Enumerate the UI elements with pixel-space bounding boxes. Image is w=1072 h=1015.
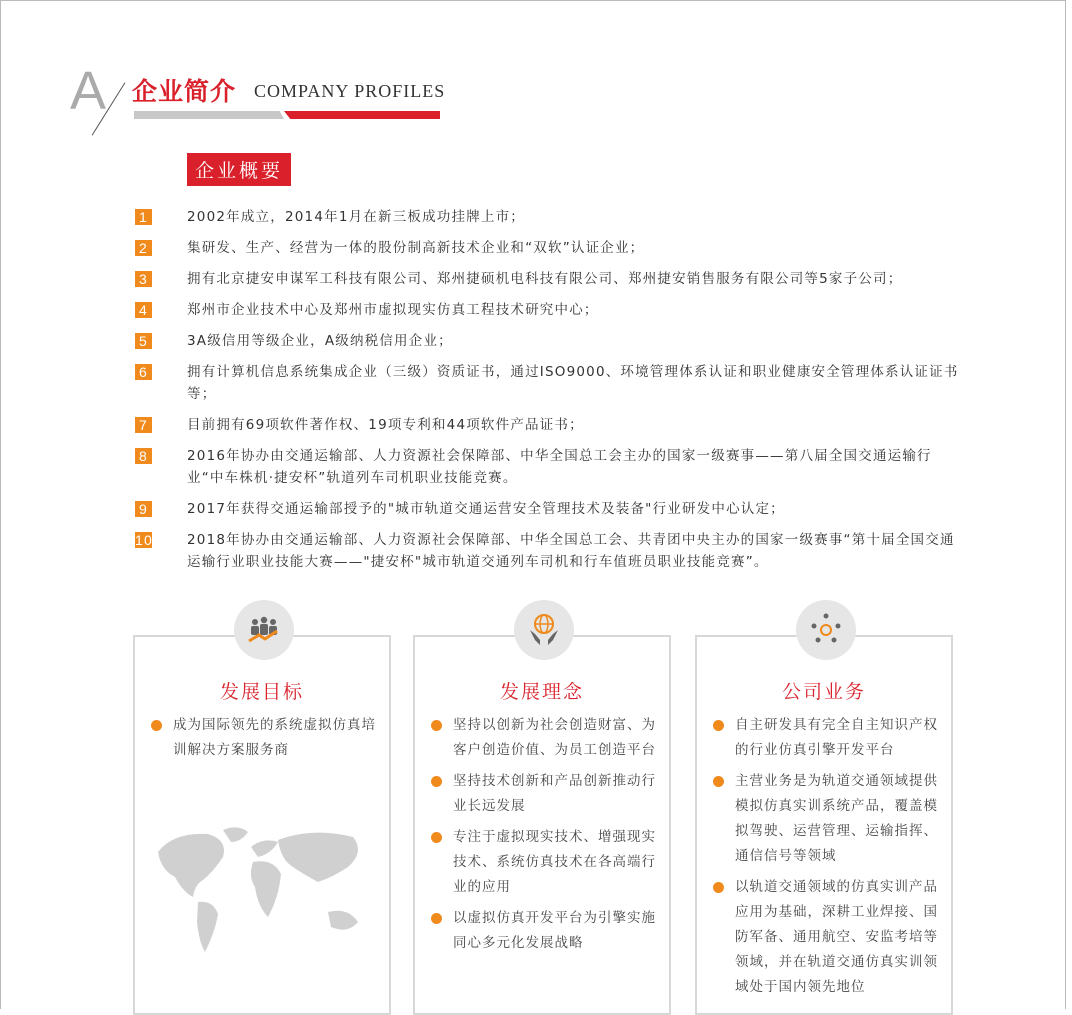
item-text: 拥有北京捷安申谋军工科技有限公司、郑州捷硕机电科技有限公司、郑州捷安销售服务有限公司等5家子公司；: [187, 271, 903, 287]
item-text: 郑州市企业技术中心及郑州市虚拟现实仿真工程技术研究中心；: [187, 302, 599, 318]
item-text: 2002年成立，2014年1月在新三板成功挂牌上市；: [187, 209, 526, 225]
item-text: 2017年获得交通运输部授予的"城市轨道交通运营安全管理技术及装备"行业研发中心认定；: [187, 501, 785, 517]
number-badge: 2: [135, 240, 152, 256]
bullet-dot-icon: [713, 776, 724, 787]
number-badge: 4: [135, 302, 152, 318]
list-item: [135, 498, 965, 520]
card-business: [695, 635, 953, 1015]
number-badge: 6: [135, 364, 152, 380]
bullet-item: [709, 875, 941, 1000]
team-growth-icon: [234, 600, 294, 660]
bullet-text: 以虚拟仿真开发平台为引擎实施同心多元化发展战略: [453, 910, 656, 951]
list-item: [135, 299, 965, 321]
item-text: 目前拥有69项软件著作权、19项专利和44项软件产品证书；: [187, 417, 584, 433]
number-badge: 9: [135, 501, 152, 517]
item-text: 2018年协办由交通运输部、人力资源社会保障部、中华全国总工会、共青团中央主办的国家一级赛事“第十届全国交通运输行业职业技能大赛——"捷安杯"城市轨道交通列车司机和行车值班员职业技能竞赛”。: [187, 532, 955, 570]
card-title: 发展理念: [499, 681, 584, 703]
card-bullets: [147, 713, 379, 769]
bullet-item: [147, 713, 379, 763]
number-badge: 3: [135, 271, 152, 287]
number-badge: 5: [135, 333, 152, 349]
list-item: [135, 206, 965, 228]
list-item: [135, 361, 965, 405]
bullet-text: 专注于虚拟现实技术、增强现实技术、系统仿真技术在各高端行业的应用: [453, 829, 656, 895]
list-item: [135, 330, 965, 352]
list-item: [135, 445, 965, 489]
bullet-dot-icon: [713, 882, 724, 893]
subsection-title: 企业概要: [187, 153, 291, 186]
bullet-item: [427, 825, 659, 900]
bullet-text: 坚持技术创新和产品创新推动行业长远发展: [453, 773, 656, 814]
list-item: [135, 237, 965, 259]
card-title: 公司业务: [781, 681, 866, 703]
item-text: 拥有计算机信息系统集成企业（三级）资质证书，通过ISO9000、环境管理体系认证和职业健康安全管理体系认证证书等；: [187, 364, 959, 402]
bullet-item: [709, 713, 941, 763]
bullet-dot-icon: [431, 776, 442, 787]
number-badge: 1: [135, 209, 152, 225]
header-title-cn: 企业简介: [132, 77, 237, 106]
bullet-item: [427, 769, 659, 819]
bullet-text: 坚持以创新为社会创造财富、为客户创造价值、为员工创造平台: [453, 717, 656, 758]
bullet-dot-icon: [151, 720, 162, 731]
card-philosophy: [413, 635, 671, 1015]
item-text: 3A级信用等级企业，A级纳税信用企业；: [187, 333, 453, 349]
list-item: [135, 268, 965, 290]
bullet-text: 自主研发具有完全自主知识产权的行业仿真引擎开发平台: [735, 717, 938, 758]
number-badge: 7: [135, 417, 152, 433]
bullet-text: 以轨道交通领域的仿真实训产品应用为基础，深耕工业焊接、国防军备、通用航空、安监考培等领域，并在轨道交通仿真实训领域处于国内领先地位: [735, 879, 938, 995]
bullet-item: [709, 769, 941, 869]
bullet-dot-icon: [431, 720, 442, 731]
bullet-item: [427, 906, 659, 956]
number-badge: 8: [135, 448, 152, 464]
bullet-text: 成为国际领先的系统虚拟仿真培训解决方案服务商: [173, 717, 376, 758]
bullet-dot-icon: [431, 913, 442, 924]
item-text: 2016年协办由交通运输部、人力资源社会保障部、中华全国总工会主办的国家一级赛事——第八届全国交通运输行业“中车株机·捷安杯”轨道列车司机职业技能竞赛。: [187, 448, 932, 486]
card-bullets: [709, 713, 941, 1006]
list-item: [135, 414, 965, 436]
world-map-icon: [153, 822, 373, 962]
bullet-text: 主营业务是为轨道交通领域提供模拟仿真实训系统产品，覆盖模拟驾驶、运营管理、运输指挥、通信信号等领域: [735, 773, 938, 864]
number-badge: 10: [135, 532, 153, 548]
header-title-en: COMPANY PROFILES: [254, 81, 446, 101]
overview-list: [135, 206, 965, 582]
network-globe-icon: [796, 600, 856, 660]
card-goal: [133, 635, 391, 1015]
header-bar-red: [284, 111, 440, 119]
globe-hands-icon: [514, 600, 574, 660]
bullet-item: [427, 713, 659, 763]
header-letter: A: [70, 61, 107, 121]
card-title: 发展目标: [219, 681, 304, 703]
header-bar-gray: [134, 111, 284, 119]
list-item: [135, 529, 965, 573]
bullet-dot-icon: [431, 832, 442, 843]
card-bullets: [427, 713, 659, 962]
item-text: 集研发、生产、经营为一体的股份制高新技术企业和“双软”认证企业；: [187, 240, 645, 256]
bullet-dot-icon: [713, 720, 724, 731]
section-header: [70, 61, 450, 128]
